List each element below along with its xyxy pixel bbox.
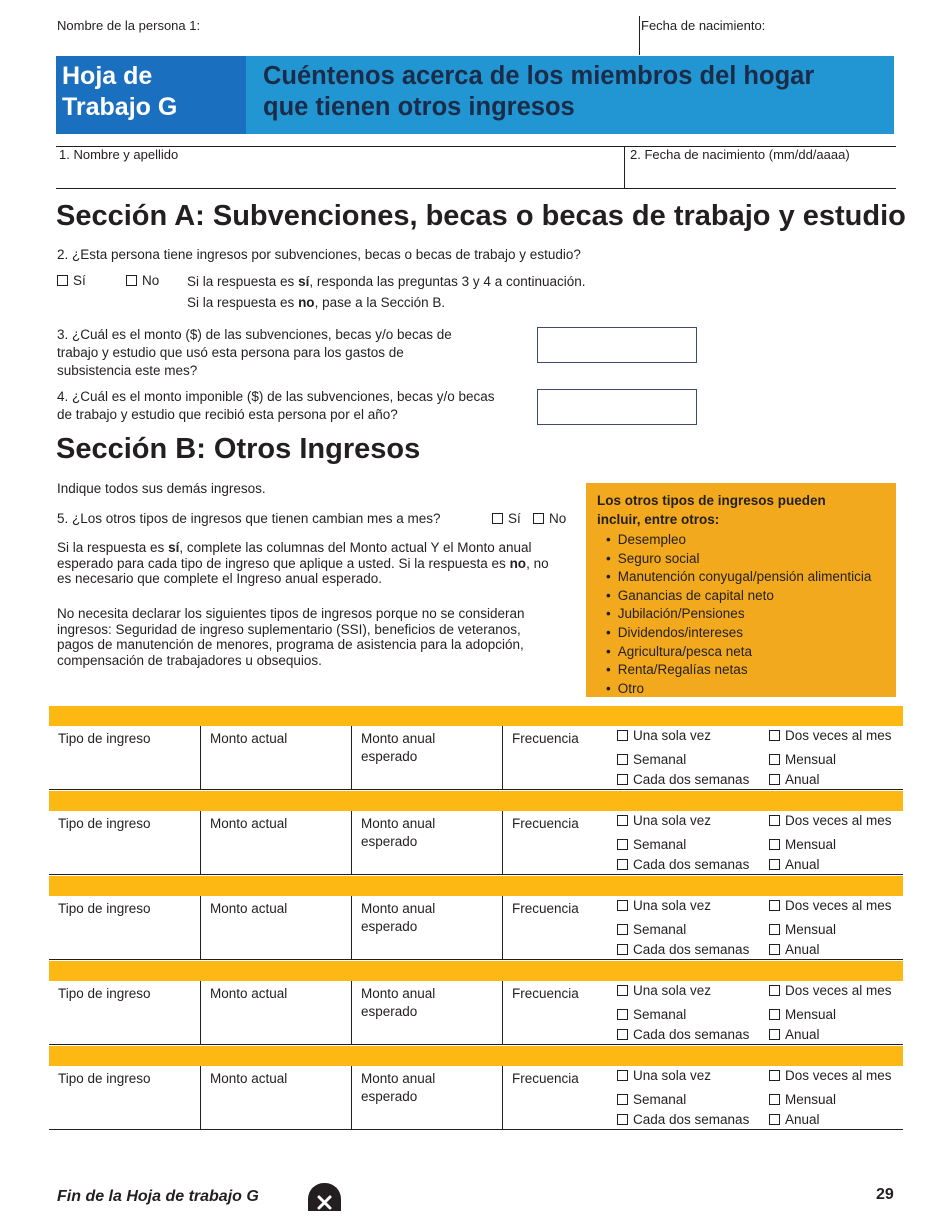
q5-no-option[interactable]: No: [533, 510, 566, 528]
annual-amount-cell[interactable]: [352, 896, 503, 960]
frequency-label-cell-label: Frecuencia: [512, 816, 579, 831]
freq-biweekly-option-label: Cada dos semanas: [633, 942, 750, 957]
checkbox-icon[interactable]: [769, 985, 780, 996]
q5-yes-option[interactable]: Sí: [492, 510, 521, 528]
checkbox-icon[interactable]: [617, 1114, 628, 1125]
checkbox-icon[interactable]: [769, 774, 780, 785]
current-amount-cell-label: Monto actual: [210, 816, 288, 831]
freq-once-option[interactable]: [617, 983, 711, 998]
name-field-label: 1. Nombre y apellido: [59, 147, 179, 162]
annual-amount-cell-label: Monto anual: [361, 816, 436, 831]
table-row: [49, 811, 903, 875]
freq-once-option-label: Una sola vez: [633, 898, 712, 913]
q2-yes-label: Sí: [73, 273, 86, 288]
frequency-label-cell: [503, 1066, 613, 1130]
q4-amount-input[interactable]: [537, 389, 697, 425]
checkbox-icon[interactable]: [617, 924, 628, 935]
person-name-label: Nombre de la persona 1:: [57, 18, 201, 33]
table-row: [49, 981, 903, 1045]
income-type-cell[interactable]: [49, 1066, 201, 1130]
annual-amount-cell-label: esperado: [361, 1089, 418, 1104]
row-header-bar: [49, 791, 903, 811]
checkbox-icon[interactable]: [769, 839, 780, 850]
frequency-label-cell-label: Frecuencia: [512, 986, 579, 1001]
freq-once-option[interactable]: [617, 728, 711, 743]
q5-instructions: Si la respuesta es sí, complete las columnas del Monto actual Y el Monto anual esperado para cada tipo de ingreso que aplique a usted. Si la respuesta es no, no es necesario que complete el Ingreso anual esperado.: [57, 540, 549, 586]
annual-amount-cell[interactable]: [352, 981, 503, 1045]
current-amount-cell-label: Monto actual: [210, 986, 288, 1001]
row-header-bar: [49, 961, 903, 981]
checkbox-icon[interactable]: [769, 944, 780, 955]
freq-monthly-option-label: Mensual: [785, 1092, 837, 1107]
income-type-item: • Dividendos/intereses: [606, 624, 886, 643]
freq-weekly-option[interactable]: [617, 922, 686, 937]
dob-header-label: Fecha de nacimiento:: [641, 18, 766, 33]
current-amount-cell[interactable]: [201, 1066, 352, 1130]
freq-once-option[interactable]: [617, 813, 711, 828]
checkbox-icon[interactable]: [617, 1094, 628, 1105]
income-types-list: [597, 531, 886, 698]
income-type-item: • Agricultura/pesca neta: [606, 643, 886, 662]
income-type-item: • Renta/Regalías netas: [606, 661, 886, 680]
income-type-cell-label: Tipo de ingreso: [58, 901, 151, 916]
frequency-label-cell-label: Frecuencia: [512, 1071, 579, 1086]
field-divider: [624, 146, 625, 189]
page-title-line1: Cuéntenos acerca de los miembros del hogar: [263, 62, 815, 90]
freq-weekly-option[interactable]: [617, 1007, 686, 1022]
freq-weekly-option[interactable]: [617, 752, 686, 767]
checkbox-icon[interactable]: [617, 1029, 628, 1040]
q2-instruction-no: Si la respuesta es no, pase a la Sección B.: [187, 295, 446, 310]
checkbox-icon[interactable]: [617, 944, 628, 955]
checkbox-icon[interactable]: [769, 754, 780, 765]
excluded-income-note: No necesita declarar los siguientes tipos de ingresos porque no se consideran ingresos: Seguridad de ingreso suplementario (SSI), beneficios de veteranos, pagos de manutención de menores, programa de asistencia para la adopción, compensación de trabajadores u obsequios.: [57, 606, 525, 668]
checkbox-icon[interactable]: [769, 900, 780, 911]
sidebar-title-line2: incluir, entre otros:: [597, 512, 720, 527]
checkbox-icon[interactable]: [769, 1029, 780, 1040]
frequency-label-cell-label: Frecuencia: [512, 731, 579, 746]
worksheet-label: [56, 56, 246, 134]
freq-annual-option[interactable]: [769, 857, 820, 872]
freq-once-option[interactable]: [617, 898, 711, 913]
stop-icon: [308, 1183, 341, 1211]
q2-yes-option[interactable]: [57, 272, 86, 290]
row-header-bar: [49, 1046, 903, 1066]
income-row-block: [49, 961, 903, 1046]
freq-biweekly-option[interactable]: [617, 1112, 749, 1127]
question-4: 4. ¿Cuál es el monto imponible ($) de las subvenciones, becas y/o becas de trabajo y estudio que recibió esta persona por el año?: [57, 389, 495, 422]
income-row-block: [49, 791, 903, 876]
freq-twice-month-option[interactable]: [769, 898, 892, 913]
field-bottom-rule: [56, 188, 896, 189]
header-divider: [639, 16, 640, 55]
freq-biweekly-option-label: Cada dos semanas: [633, 1027, 750, 1042]
freq-twice-month-option-label: Dos veces al mes: [785, 1068, 892, 1083]
income-type-cell[interactable]: [49, 981, 201, 1045]
freq-monthly-option-label: Mensual: [785, 922, 837, 937]
section-a-title: Sección A: Subvenciones, becas o becas de trabajo y estudio: [56, 200, 906, 232]
x-icon: [308, 1183, 341, 1211]
checkbox-icon[interactable]: [769, 1114, 780, 1125]
checkbox-icon[interactable]: [57, 275, 68, 286]
freq-biweekly-option-label: Cada dos semanas: [633, 1112, 750, 1127]
current-amount-cell[interactable]: [201, 726, 352, 790]
income-type-item: • Manutención conyugal/pensión alimenticia: [606, 568, 886, 587]
freq-biweekly-option-label: Cada dos semanas: [633, 772, 750, 787]
freq-weekly-option-label: Semanal: [633, 922, 687, 937]
frequency-label-cell: [503, 896, 613, 960]
income-type-item: • Seguro social: [606, 550, 886, 569]
page-title-line2: que tienen otros ingresos: [263, 93, 575, 121]
checkbox-icon[interactable]: [769, 1094, 780, 1105]
freq-twice-month-option[interactable]: [769, 1068, 892, 1083]
freq-twice-month-option-label: Dos veces al mes: [785, 813, 892, 828]
checkbox-icon[interactable]: [617, 900, 628, 911]
annual-amount-cell-label: esperado: [361, 1004, 418, 1019]
annual-amount-cell-label: Monto anual: [361, 986, 436, 1001]
frequency-label-cell: [503, 981, 613, 1045]
checkbox-icon[interactable]: [769, 924, 780, 935]
freq-once-option-label: Una sola vez: [633, 983, 712, 998]
freq-monthly-option[interactable]: [769, 837, 836, 852]
current-amount-cell-label: Monto actual: [210, 731, 288, 746]
checkbox-icon[interactable]: [617, 815, 628, 826]
freq-twice-month-option[interactable]: [769, 728, 892, 743]
freq-once-option-label: Una sola vez: [633, 1068, 712, 1083]
freq-monthly-option-label: Mensual: [785, 752, 837, 767]
current-amount-cell-label: Monto actual: [210, 1071, 288, 1086]
dob-input[interactable]: [630, 166, 892, 186]
frequency-label-cell: [503, 726, 613, 790]
current-amount-cell[interactable]: [201, 981, 352, 1045]
page-number: 29: [876, 1186, 894, 1203]
freq-monthly-option[interactable]: [769, 1007, 836, 1022]
q3-amount-input[interactable]: [537, 327, 697, 363]
checkbox-icon[interactable]: [617, 754, 628, 765]
annual-amount-cell-label: esperado: [361, 749, 418, 764]
income-type-cell[interactable]: [49, 896, 201, 960]
name-input[interactable]: [57, 166, 617, 186]
q2-no-option[interactable]: [126, 272, 159, 290]
freq-annual-option[interactable]: [769, 772, 820, 787]
worksheet-label-line2: Trabajo G: [62, 93, 178, 121]
freq-twice-month-option[interactable]: [769, 983, 892, 998]
freq-weekly-option-label: Semanal: [633, 752, 687, 767]
income-type-item: • Jubilación/Pensiones: [606, 605, 886, 624]
freq-biweekly-option[interactable]: [617, 1027, 749, 1042]
current-amount-cell[interactable]: [201, 896, 352, 960]
page-title: [246, 56, 894, 134]
annual-amount-cell-label: esperado: [361, 834, 418, 849]
checkbox-icon[interactable]: [617, 774, 628, 785]
annual-amount-cell[interactable]: [352, 1066, 503, 1130]
checkbox-icon[interactable]: [492, 513, 503, 524]
freq-annual-option[interactable]: [769, 1112, 820, 1127]
freq-annual-option-label: Anual: [785, 857, 820, 872]
question-5: 5. ¿Los otros tipos de ingresos que tienen cambian mes a mes?: [57, 511, 441, 526]
annual-amount-cell-label: Monto anual: [361, 1071, 436, 1086]
annual-amount-cell-label: esperado: [361, 919, 418, 934]
freq-once-option-label: Una sola vez: [633, 728, 712, 743]
income-type-cell-label: Tipo de ingreso: [58, 1071, 151, 1086]
income-type-cell-label: Tipo de ingreso: [58, 731, 151, 746]
annual-amount-cell-label: Monto anual: [361, 901, 436, 916]
dob-field-label: 2. Fecha de nacimiento (mm/dd/aaaa): [630, 147, 850, 162]
income-row-block: [49, 1046, 903, 1131]
checkbox-icon[interactable]: [533, 513, 544, 524]
checkbox-icon[interactable]: [769, 859, 780, 870]
q2-instruction-yes: Si la respuesta es sí, responda las preguntas 3 y 4 a continuación.: [187, 274, 586, 289]
freq-annual-option-label: Anual: [785, 1027, 820, 1042]
section-b-title: Sección B: Otros Ingresos: [56, 433, 421, 465]
freq-annual-option[interactable]: [769, 942, 820, 957]
freq-twice-month-option-label: Dos veces al mes: [785, 728, 892, 743]
current-amount-cell[interactable]: [201, 811, 352, 875]
income-row-block: [49, 706, 903, 791]
checkbox-icon[interactable]: [769, 730, 780, 741]
annual-amount-cell-label: Monto anual: [361, 731, 436, 746]
row-header-bar: [49, 876, 903, 896]
freq-weekly-option-label: Semanal: [633, 1092, 687, 1107]
question-2-text: ¿Esta persona tiene ingresos por subvenciones, becas o becas de trabajo y estudio?: [72, 247, 581, 262]
freq-twice-month-option-label: Dos veces al mes: [785, 983, 892, 998]
table-row: [49, 1066, 903, 1130]
income-type-cell[interactable]: [49, 726, 201, 790]
income-type-cell-label: Tipo de ingreso: [58, 816, 151, 831]
checkbox-icon[interactable]: [769, 815, 780, 826]
freq-annual-option-label: Anual: [785, 942, 820, 957]
income-type-item: • Desempleo: [606, 531, 886, 550]
question-2: [57, 246, 581, 264]
freq-twice-month-option-label: Dos veces al mes: [785, 898, 892, 913]
freq-biweekly-option[interactable]: [617, 772, 749, 787]
freq-monthly-option-label: Mensual: [785, 1007, 837, 1022]
freq-monthly-option-label: Mensual: [785, 837, 837, 852]
checkbox-icon[interactable]: [617, 859, 628, 870]
freq-weekly-option-label: Semanal: [633, 1007, 687, 1022]
q2-no-label: No: [142, 273, 160, 288]
freq-annual-option-label: Anual: [785, 772, 820, 787]
freq-once-option[interactable]: [617, 1068, 711, 1083]
question-3: 3. ¿Cuál es el monto ($) de las subvenciones, becas y/o becas de trabajo y estudio que usó esta persona para los gastos de subsistencia este mes?: [57, 327, 452, 378]
income-type-item: • Otro: [606, 680, 886, 699]
freq-monthly-option[interactable]: [769, 752, 836, 767]
freq-annual-option-label: Anual: [785, 1112, 820, 1127]
freq-monthly-option[interactable]: [769, 922, 836, 937]
freq-annual-option[interactable]: [769, 1027, 820, 1042]
table-row: [49, 896, 903, 960]
checkbox-icon[interactable]: [617, 839, 628, 850]
freq-biweekly-option[interactable]: [617, 857, 749, 872]
freq-weekly-option[interactable]: [617, 837, 686, 852]
current-amount-cell-label: Monto actual: [210, 901, 288, 916]
section-b-intro: Indique todos sus demás ingresos.: [57, 481, 266, 496]
checkbox-icon[interactable]: [617, 730, 628, 741]
freq-twice-month-option[interactable]: [769, 813, 892, 828]
checkbox-icon[interactable]: [769, 1009, 780, 1020]
freq-weekly-option[interactable]: [617, 1092, 686, 1107]
question-2-number: 2.: [57, 247, 69, 262]
worksheet-label-line1: Hoja de: [62, 62, 153, 90]
frequency-label-cell: [503, 811, 613, 875]
checkbox-icon[interactable]: [617, 985, 628, 996]
freq-biweekly-option[interactable]: [617, 942, 749, 957]
sidebar-title-line1: Los otros tipos de ingresos pueden: [597, 493, 826, 508]
income-type-item: • Ganancias de capital neto: [606, 587, 886, 606]
income-type-cell-label: Tipo de ingreso: [58, 986, 151, 1001]
checkbox-icon[interactable]: [126, 275, 137, 286]
other-income-types-sidebar: [586, 483, 896, 697]
freq-biweekly-option-label: Cada dos semanas: [633, 857, 750, 872]
income-type-cell[interactable]: [49, 811, 201, 875]
freq-weekly-option-label: Semanal: [633, 837, 687, 852]
end-of-worksheet: Fin de la Hoja de trabajo G: [57, 1188, 259, 1205]
checkbox-icon[interactable]: [617, 1070, 628, 1081]
frequency-label-cell-label: Frecuencia: [512, 901, 579, 916]
table-row: [49, 726, 903, 790]
checkbox-icon[interactable]: [617, 1009, 628, 1020]
freq-once-option-label: Una sola vez: [633, 813, 712, 828]
annual-amount-cell[interactable]: [352, 726, 503, 790]
row-header-bar: [49, 706, 903, 726]
freq-monthly-option[interactable]: [769, 1092, 836, 1107]
income-row-block: [49, 876, 903, 961]
checkbox-icon[interactable]: [769, 1070, 780, 1081]
annual-amount-cell[interactable]: [352, 811, 503, 875]
